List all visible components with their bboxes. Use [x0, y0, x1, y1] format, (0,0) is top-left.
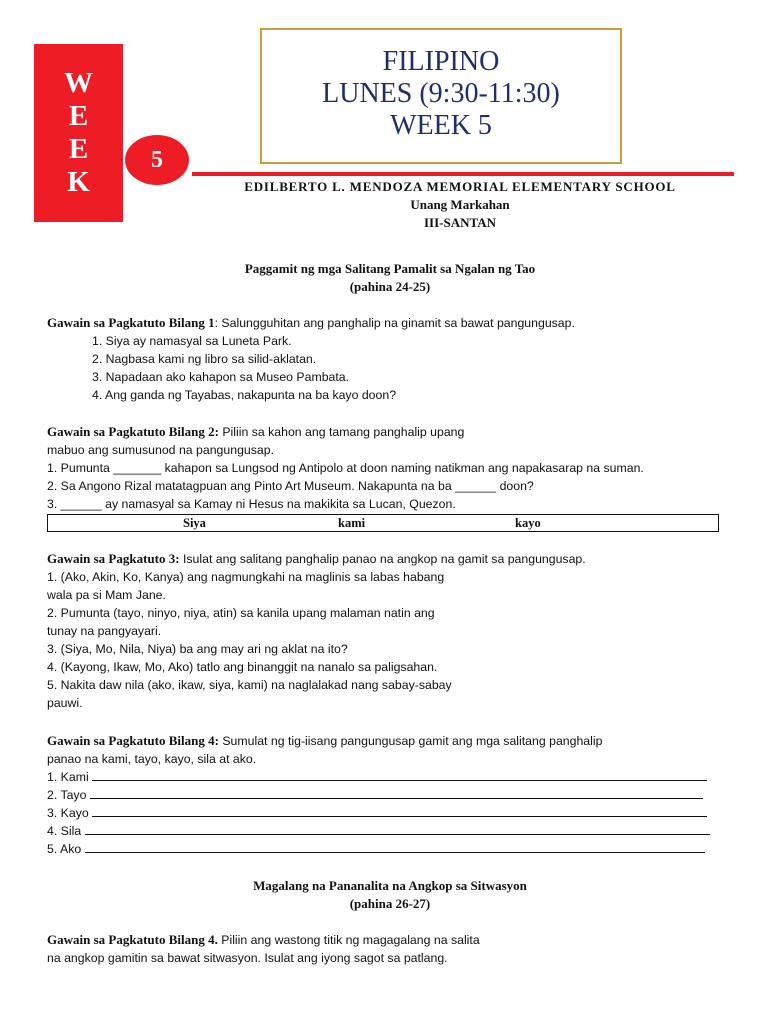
choice-kayo: kayo — [515, 516, 541, 530]
gawain3-instruction: Isulat ang salitang panghalip panao na angkop na gamit sa pangungusap. — [179, 552, 586, 566]
section-label: III-SANTAN — [424, 215, 496, 230]
section1-title: Paggamit ng mga Salitang Pamalit sa Ngalan ng Tao — [244, 261, 536, 276]
week-letter: W — [64, 67, 93, 99]
list-item: 3. Napadaan ako kahapon sa Museo Pambata. — [92, 370, 350, 384]
choice-box — [47, 514, 719, 532]
gawain5-label: Gawain sa Pagkatuto Bilang 4. — [47, 932, 218, 947]
list-item: wala pa si Mam Jane. — [47, 588, 166, 602]
gawain5-instruction: Piliin ang wastong titik ng magagalang na salita — [217, 933, 480, 947]
gawain2-label: Gawain sa Pagkatuto Bilang 2: — [47, 424, 219, 439]
gawain2 — [47, 423, 727, 513]
list-item: 4. (Kayong, Ikaw, Mo, Ako) tatlo ang binanggit na nanalo sa paligsahan. — [47, 660, 438, 674]
gawain1-instruction: : Salungguhitan ang panghalip na ginamit sa bawat pangungusap. — [214, 316, 575, 330]
subject-title: FILIPINO — [382, 46, 500, 77]
gawain4 — [47, 732, 727, 858]
answer-line-sila[interactable]: 4. Sila — [47, 822, 727, 840]
answer-line-ako[interactable]: 5. Ako — [47, 840, 727, 858]
answer-line-kayo[interactable]: 3. Kayo — [47, 804, 727, 822]
gawain5-instruction-cont: na angkop gamitin sa bawat sitwasyon. Isulat ang iyong sagot sa patlang. — [47, 951, 448, 965]
gawain2-instruction-cont: mabuo ang sumusunod na pangungusap. — [47, 443, 274, 457]
gawain3-label: Gawain sa Pagkatuto 3: — [47, 551, 180, 566]
gawain4-instruction: Sumulat ng tig-iisang pangungusap gamit ang mga salitang panghalip — [218, 734, 603, 748]
gawain3 — [47, 550, 727, 712]
list-item: 4. Ang ganda ng Tayabas, nakapunta na ba kayo doon? — [92, 388, 397, 402]
week-badge — [34, 44, 123, 222]
answer-line-kami[interactable]: 1. Kami — [47, 768, 727, 786]
choice-siya: Siya — [183, 516, 206, 530]
list-item: 1. Pumunta _______ kahapon sa Lungsod ng Antipolo at doon naming natikman ang napakasarap na suman. — [47, 461, 644, 475]
gawain4-label: Gawain sa Pagkatuto Bilang 4: — [47, 733, 219, 748]
week-letter: E — [68, 100, 89, 132]
section1-pages: (pahina 24-25) — [349, 279, 431, 294]
school-name: EDILBERTO L. MENDOZA MEMORIAL ELEMENTARY SCHOOL — [244, 179, 676, 194]
week-number: 5 — [151, 146, 163, 173]
list-item: 2. Pumunta (tayo, ninyo, niya, atin) sa kanila upang malaman natin ang — [47, 606, 435, 620]
week-letter: K — [67, 166, 90, 198]
school-info — [190, 178, 730, 232]
answer-line-tayo[interactable]: 2. Tayo — [47, 786, 727, 804]
list-item: 5. Nakita daw nila (ako, ikaw, siya, kami) na naglalakad nang sabay-sabay — [47, 678, 452, 692]
header-divider — [192, 172, 734, 176]
quarter-label: Unang Markahan — [410, 197, 510, 212]
list-item: tunay na pangyayari. — [47, 624, 162, 638]
list-item: 2. Sa Angono Rizal matatagpuan ang Pinto Art Museum. Nakapunta na ba ______ doon? — [47, 479, 534, 493]
gawain4-instruction-cont: panao na kami, tayo, kayo, sila at ako. — [47, 752, 257, 766]
week-letter: E — [68, 133, 89, 165]
title-box — [260, 28, 622, 164]
list-item: 3. ______ ay namasyal sa Kamay ni Hesus na makikita sa Lucan, Quezon. — [47, 497, 456, 511]
gawain5 — [47, 931, 727, 967]
list-item: 1. Siya ay namasyal sa Luneta Park. — [92, 334, 292, 348]
schedule-title: LUNES (9:30-11:30) — [322, 78, 560, 109]
section2-title: Magalang na Pananalita na Angkop sa Sitwasyon — [253, 878, 527, 893]
section1-heading — [120, 260, 660, 296]
gawain2-instruction: Piliin sa kahon ang tamang panghalip upang — [218, 425, 465, 439]
choice-kami: kami — [338, 516, 366, 530]
list-item: 1. (Ako, Akin, Ko, Kanya) ang nagmungkahi na maglinis sa labas habang — [47, 570, 445, 584]
gawain1-label: Gawain sa Pagkatuto Bilang 1 — [47, 315, 215, 330]
section2-heading — [120, 877, 660, 913]
week-title: WEEK 5 — [390, 110, 492, 141]
section2-pages: (pahina 26-27) — [349, 896, 431, 911]
list-item: pauwi. — [47, 696, 83, 710]
list-item: 2. Nagbasa kami ng libro sa silid-aklatan. — [92, 352, 317, 366]
gawain1 — [47, 314, 727, 404]
week-number-circle — [125, 135, 189, 185]
list-item: 3. (Siya, Mo, Nila, Niya) ba ang may ari ng aklat na ito? — [47, 642, 348, 656]
